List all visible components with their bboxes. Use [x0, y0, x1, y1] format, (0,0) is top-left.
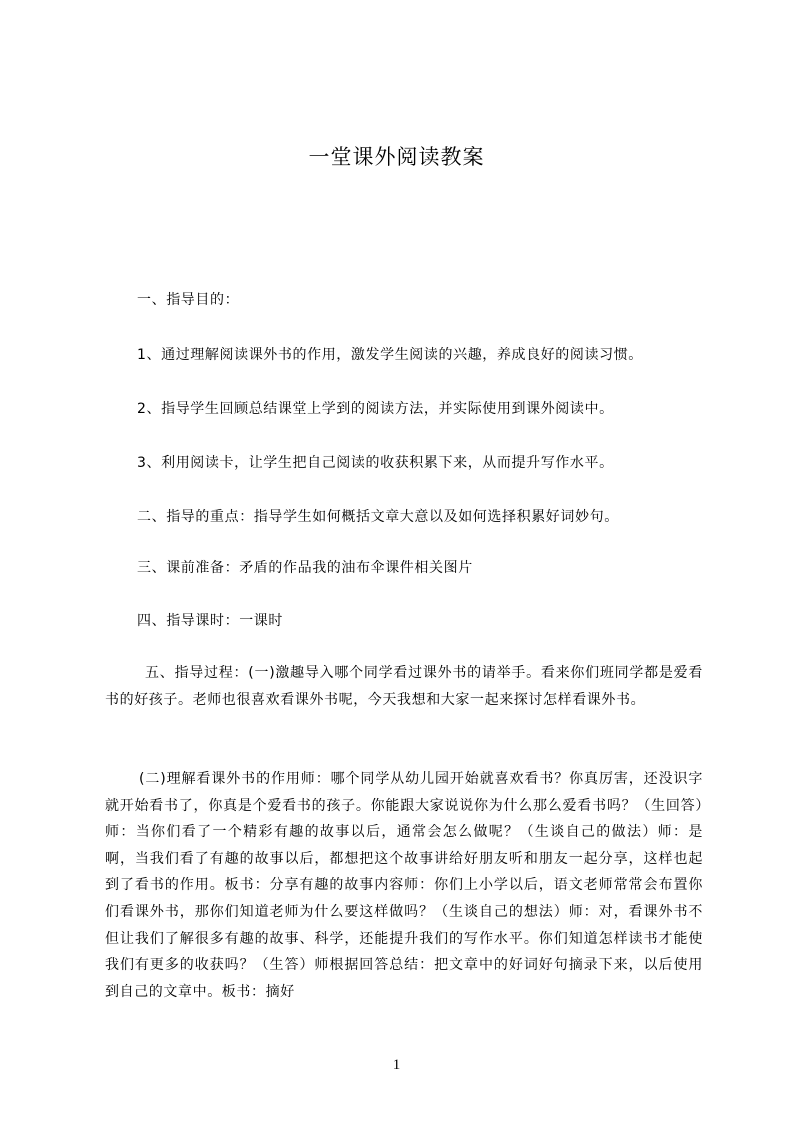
- objectives-heading: 一、指导目的：: [137, 292, 240, 308]
- preparation-section: 三、课前准备：矛盾的作品我的油布伞课件相关图片: [137, 560, 473, 576]
- key-points-section: 二、指导的重点：指导学生如何概括文章大意以及如何选择积累好词妙句。: [137, 509, 619, 525]
- class-hours-section: 四、指导课时：一课时: [137, 613, 283, 629]
- objective-item-3: 3、利用阅读卡，让学生把自己阅读的收获积累下来，从而提升写作水平。: [137, 455, 614, 471]
- page-number: 1: [392, 1057, 401, 1073]
- process-paragraph: 五、指导过程：(一)激趣导入哪个同学看过课外书的请举手。看来你们班同学都是爱看书的好孩子。老师也很喜欢看课外书呢，今天我想和大家一起来探讨怎样看课外书。: [105, 665, 703, 708]
- understanding-paragraph: (二)理解看课外书的作用师：哪个同学从幼儿园开始就喜欢看书？你真厉害，还没识字就开始看书了，你真是个爱看书的孩子。你能跟大家说说你为什么那么爱看书吗？（生回答）师：当你们看了一个精彩有趣的故事以后，通常会怎么做呢？（生谈自己的做法）师：是啊，当我们看了有趣的故事以后，都想把这个故事讲给好朋友听和朋友一起分享，这样也起到了看书的作用。板书：分享有趣的故事内容师：你们上小学以后，语文老师常常会布置你们看课外书，那你们知道老师为什么要这样做吗？（生谈自己的想法）师：对，看课外书不但让我们了解很多有趣的故事、科学，还能提升我们的写作水平。你们知道怎样读书才能使我们有更多的收获吗？（生答）师根据回答总结：把文章中的好词好句摘录下来，以后使用到自己的文章中。板书：摘好: [105, 771, 703, 1000]
- objective-item-2: 2、指导学生回顾总结课堂上学到的阅读方法，并实际使用到课外阅读中。: [137, 401, 614, 417]
- objective-item-1: 1、通过理解阅读课外书的作用，激发学生阅读的兴趣，养成良好的阅读习惯。: [137, 347, 643, 363]
- document-title: 一堂课外阅读教案: [308, 145, 485, 169]
